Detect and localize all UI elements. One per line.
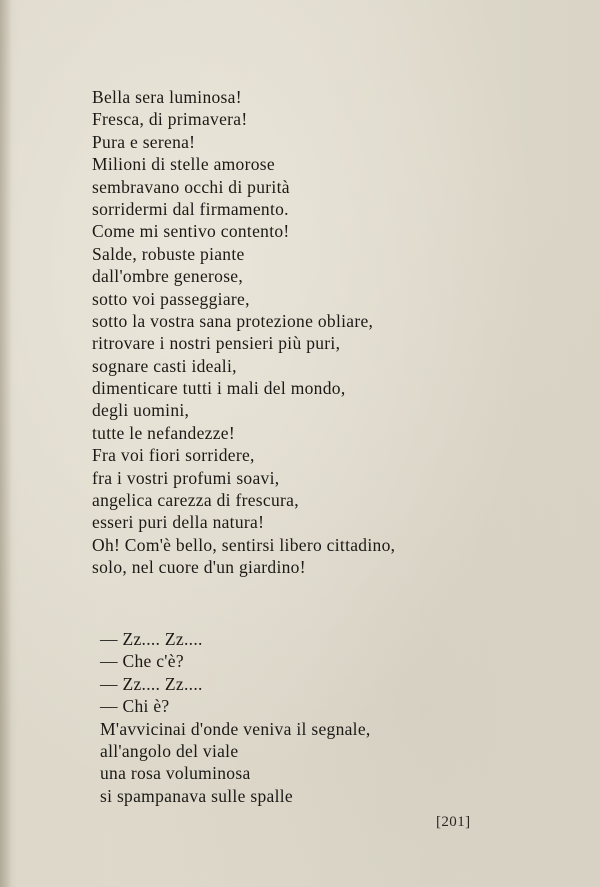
poem-line: Bella sera luminosa!: [92, 87, 242, 107]
poem-line: all'angolo del viale: [100, 740, 239, 761]
poem-line: una rosa voluminosa: [100, 763, 251, 784]
poem-line: sotto voi passeggiare,: [92, 288, 250, 309]
poem-line: Come mi sentivo contento!: [92, 221, 290, 242]
poem-line: — Che c'è?: [100, 651, 184, 672]
poem-line: sorridermi dal firmamento.: [92, 198, 289, 219]
poem-line: Fra voi fiori sorridere,: [92, 445, 255, 466]
poem-stanza-1: [92, 86, 512, 579]
poem-line: esseri puri della natura!: [92, 512, 265, 533]
poem-line: fra i vostri profumi soavi,: [92, 467, 280, 488]
poem-line: — Chi è?: [100, 696, 170, 717]
poem-line: Salde, robuste piante: [92, 243, 245, 264]
poem-line: Oh! Com'è bello, sentirsi libero cittadino,: [92, 534, 396, 555]
poem-line: angelica carezza di frescura,: [92, 490, 299, 511]
poem-line: Pura e serena!: [92, 131, 196, 152]
poem-line: sotto la vostra sana protezione obliare,: [92, 310, 374, 331]
poem-line: dall'ombre generose,: [92, 266, 244, 287]
poem-line: — Zz.... Zz....: [100, 673, 203, 694]
poem-stanza-2: [100, 628, 520, 807]
poem-line: ritrovare i nostri pensieri più puri,: [92, 333, 341, 354]
poem-line: Fresca, di primavera!: [92, 109, 248, 130]
poem-line: sembravano occhi di purità: [92, 176, 290, 197]
poem-line: — Zz.... Zz....: [100, 629, 203, 649]
poem-line: tutte le nefandezze!: [92, 422, 235, 443]
poem-line: M'avvicinai d'onde veniva il segnale,: [100, 718, 371, 739]
poem-line: Milioni di stelle amorose: [92, 154, 275, 175]
page-binding-shadow: [0, 0, 12, 887]
poem-line: si spampanava sulle spalle: [100, 785, 293, 806]
poem-line: degli uomini,: [92, 400, 190, 421]
poem-line: sognare casti ideali,: [92, 355, 237, 376]
poem-line: dimenticare tutti i mali del mondo,: [92, 378, 346, 399]
page-number: [201]: [436, 814, 471, 830]
poem-line: solo, nel cuore d'un giardino!: [92, 557, 306, 578]
